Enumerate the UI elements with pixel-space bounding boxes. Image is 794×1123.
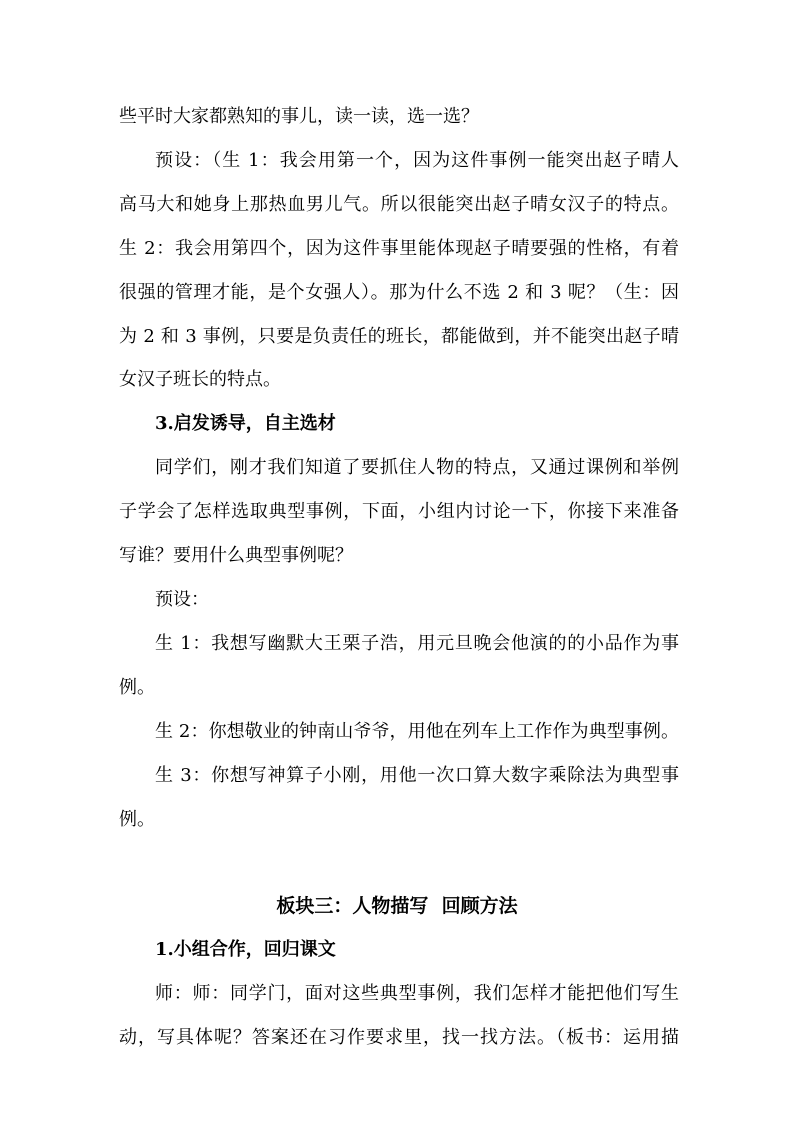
preset-1-line-2: 高马大和她身上那热血男儿气。所以很能突出赵子晴女汉子的特点。 [119,194,679,215]
preset-label: 预设： [155,589,209,610]
preset-1-line-6: 女汉子班长的特点。 [119,369,281,390]
student-1-line-1: 生 1：我想写幽默大王栗子浩，用元旦晚会他演的的小品作为事 [155,633,679,654]
preset-1-line-5: 为 2 和 3 事例，只要是负责任的班长，都能做到，并不能突出赵子晴 [119,326,679,347]
student-2-line-1: 生 2：你想敬业的钟南山爷爷，用他在列车上工作作为典型事例。 [155,721,679,742]
guide-line-3: 写谁？要用什么典型事例呢？ [119,545,353,566]
guide-line-2: 子学会了怎样选取典型事例，下面，小组内讨论一下，你接下来准备 [119,501,679,522]
teacher-line-1: 师：师：同学门，面对这些典型事例，我们怎样才能把他们写生 [155,983,679,1004]
intro-line-1: 些平时大家都熟知的事儿，读一读，选一选？ [119,106,479,127]
teacher-line-2: 动，写具体呢？答案还在习作要求里，找一找方法。（板书：运用描 [119,1027,679,1048]
heading-3: 3.启发诱导，自主选材 [155,413,336,434]
guide-line-1: 同学们，刚才我们知道了要抓住人物的特点，又通过课例和举例 [155,457,679,478]
preset-1-line-4: 很强的管理才能，是个女强人）。那为什么不选 2 和 3 呢？（生：因 [119,282,679,303]
student-3-line-2: 例。 [119,809,155,830]
heading-1: 1.小组合作，回归课文 [155,939,336,960]
section-title: 板块三：人物描写 回顾方法 [276,895,518,917]
preset-1-line-3: 生 2：我会用第四个，因为这件事里能体现赵子晴要强的性格，有着 [119,238,679,259]
preset-1-line-1: 预设：（生 1：我会用第一个，因为这件事例一能突出赵子晴人 [155,150,679,171]
student-3-line-1: 生 3：你想写神算子小刚，用他一次口算大数字乘除法为典型事 [155,765,679,786]
student-1-line-2: 例。 [119,677,155,698]
